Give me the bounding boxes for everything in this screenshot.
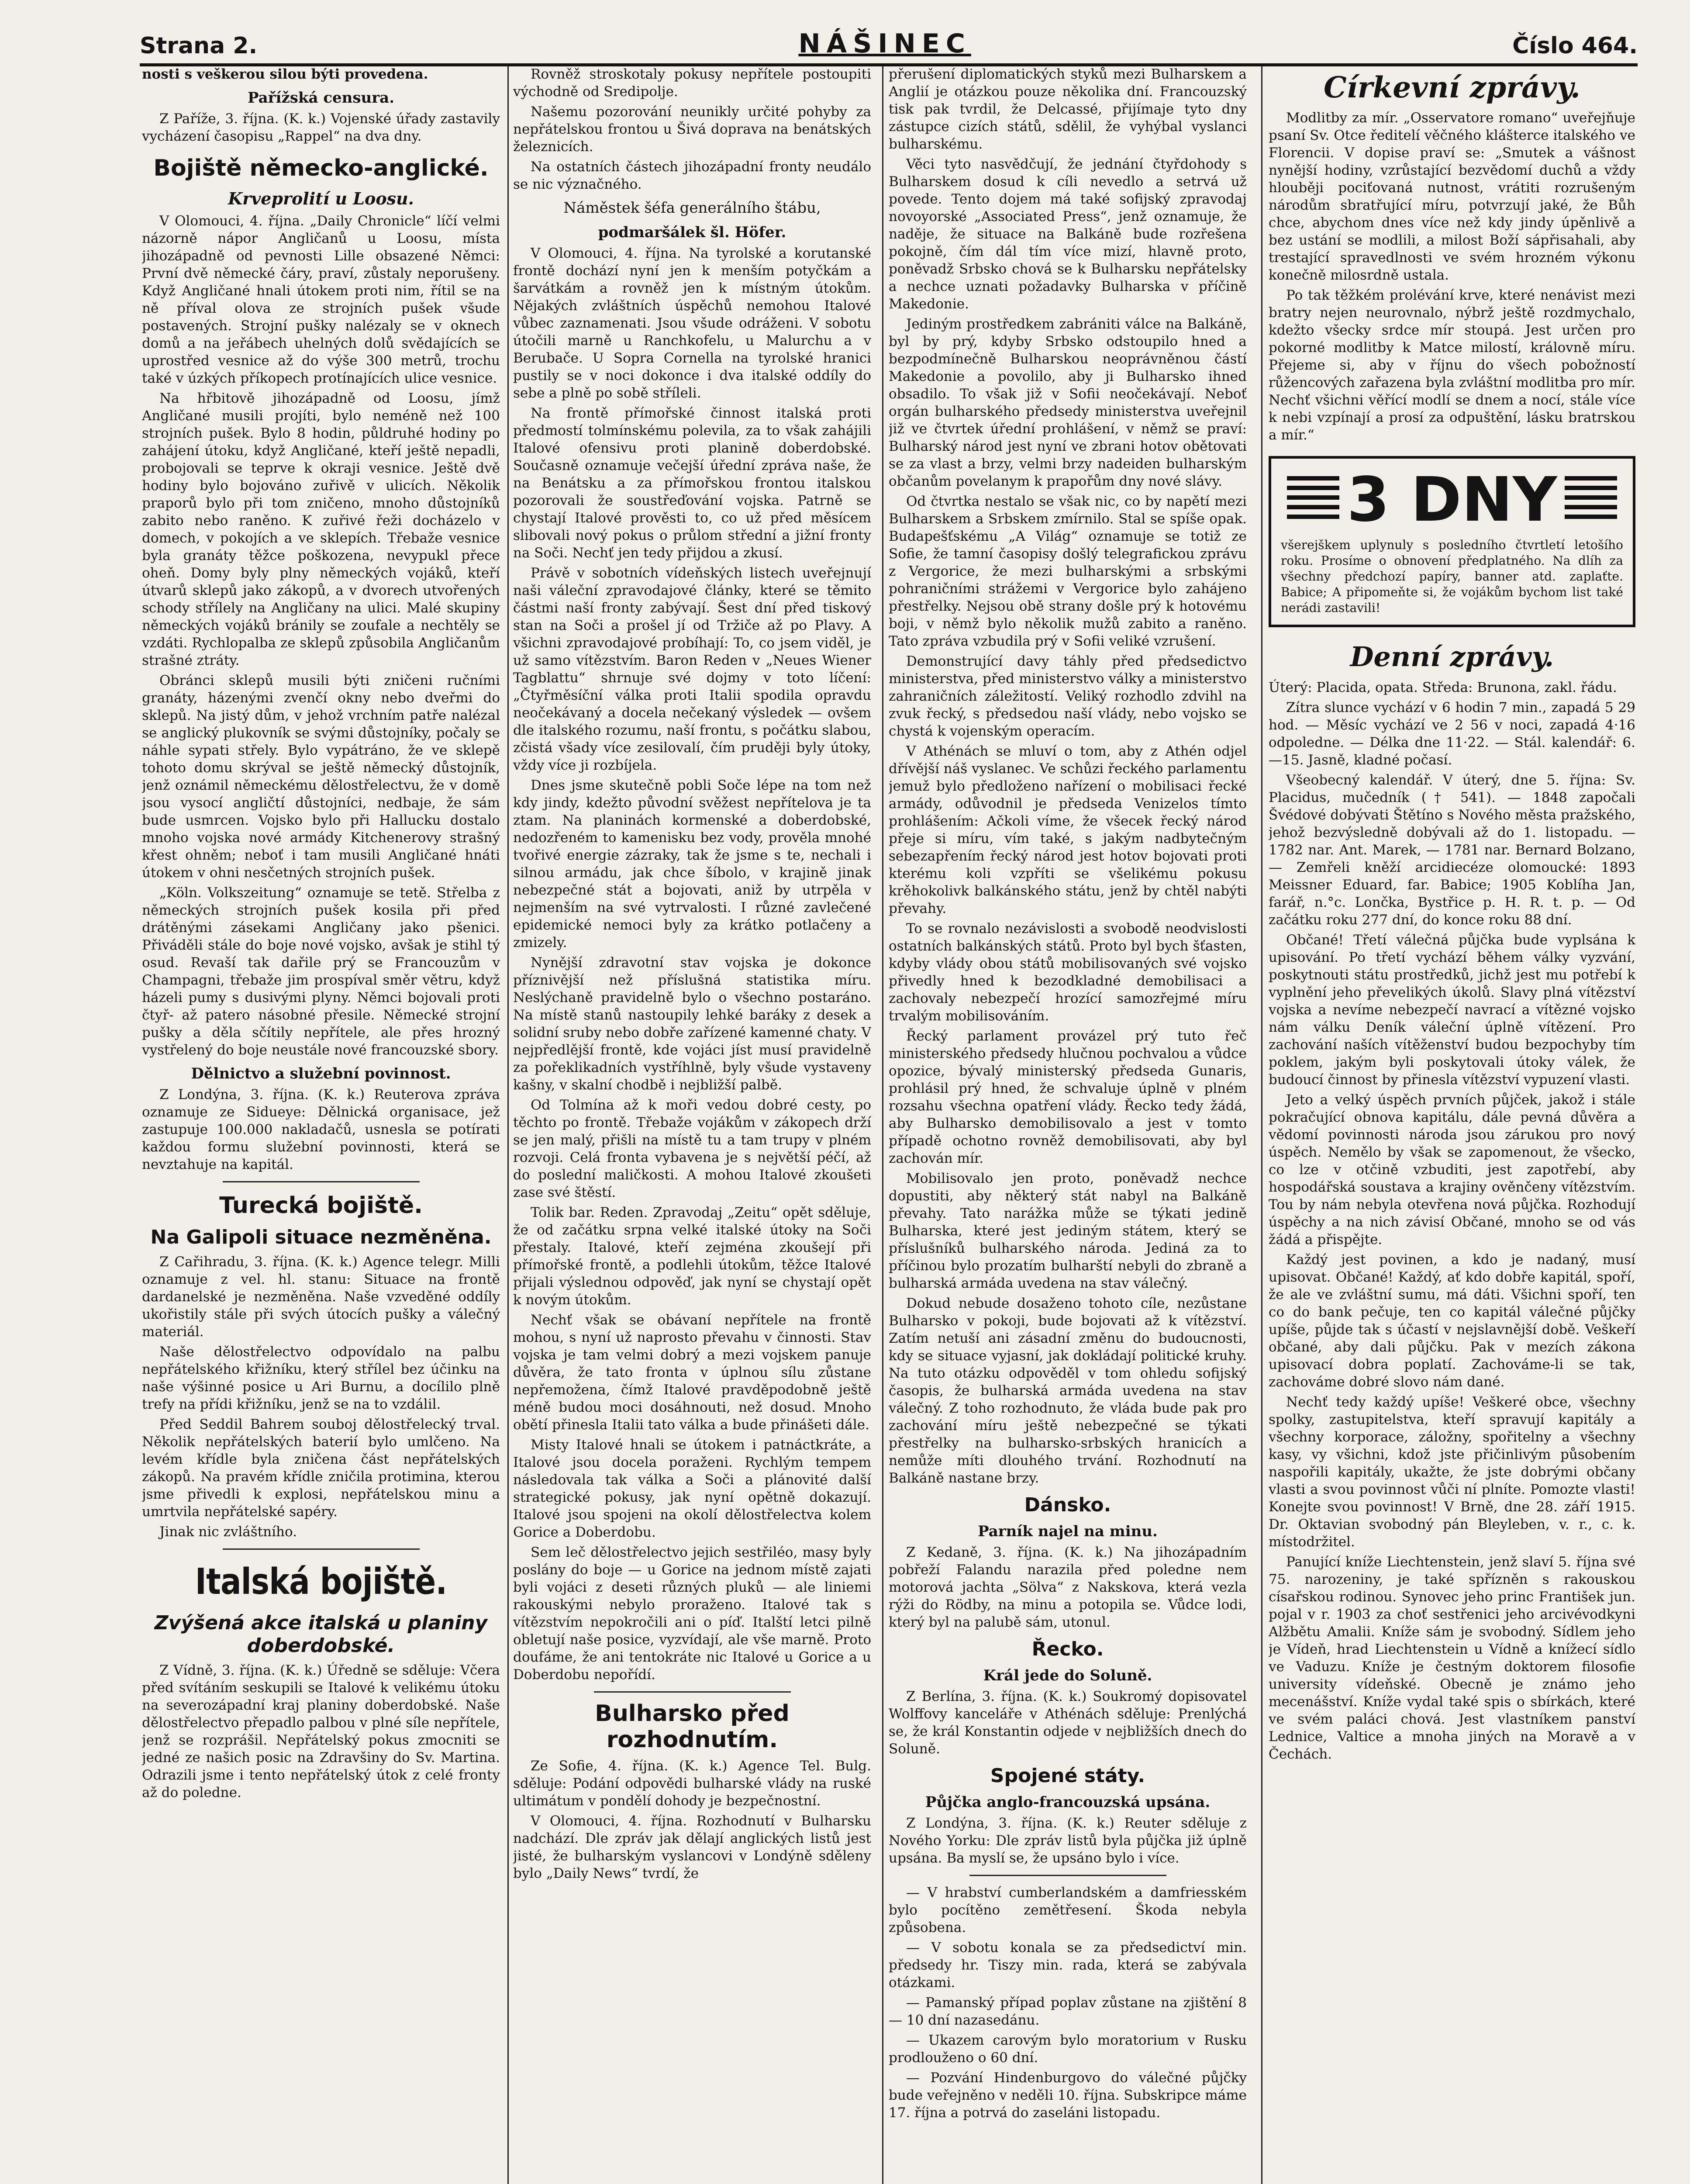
article-paragraph: Právě v sobotních vídeňských listech uveřejnují naši váleční zpravodajové články, které se těmito částmi naší fronty zabývají. Šest dní před tiskový stan na Soči a prošel jí od Tržiče až po Plavy. A všichni zpravodajové probíhají: To, co jsem viděl, je už samo vítězstvím. Baron Reden v „Neues Wiener Tagblattu“ shrnuje své dojmy v toto líčení: „Čtyřměsíční válka proti Italii spodila opravdu neočekávaný a docela nečekaný výsledek — ovšem dle italského rozumu, naší frontu, s počátku slabou, zčistá všady více zesilovalí, čím pruději byly útoky, vždy více ji rozbíjela. [513,565,871,773]
subscription-notice [1269,456,1635,627]
news-brief: — V hrabství cumberlandském a damfriesském bylo pocítěno zemětřesení. Škoda nebyla způsobena. [889,1885,1247,1935]
article-paragraph: Modlitby za mír. „Osservatore romano“ uveřejňuje psaní Sv. Otce ředitelí věčného klášterce italského ve Florencii. V dopise praví se: „Smutek a vášnost nynější hodiny, vzrůstající bezvědomí duchů a vždy hlouběji pociťovaná nutnost, vrátiti rozrušeným národům sbratřující míru, potvrzují jaké, že Bůh chce, abychom dnes více než kdy jindy úpěnlivě a bez ustání se modlili, a milost Boží sápřisahali, aby trestající spravedlnosti ve svém hrozném výkonu konečně milosrdně ustala. [1269,110,1635,283]
calendar-line: Úterý: Placida, opata. Středa: Brunona, zakl. řádu. [1269,680,1617,695]
article-paragraph: Mobilisovalo jen proto, poněvadž nechce dopustiti, aby některý stát nabyl na Balkáně převahy. Tato narážka může se týkati jedině Bulharska, které jest jediným státem, který se příslušníků bulharského národa. Jediná za to příčinou bylo prozatím bulharští nebyli do zbraně a bulharská armáda uvedena na stav válečný. [889,1171,1247,1291]
loos-heading: Krveprolití u Loosu. [228,189,414,208]
workers-heading: Dělnictvo a služební povinnost. [191,1065,451,1082]
article-paragraph: Věci tyto nasvědčují, že jednání čtyřdohody s Bulharskem dosud k cíli nevedlo a setrvá už povede. Tento dojem má také sofijský zpravodaj novoyorské „Associated Press“, jenž oznamuje, že naděje, že situace na Balkáně bude rozřešena pokojně, čím dál tím více mizí, hlavně proto, poněvadž Srbsko chová se k Bulharsku nepřátelsky a nechce uznati požadavky Bulharska v příčině Makedonie. [889,156,1247,312]
doberdo-heading: Zvýšená akce italská u planiny doberdobské. [154,1612,488,1657]
section-rule [223,1548,420,1550]
article-paragraph: Obránci sklepů musili býti zničeni ručními granáty, házenými zvenčí okny nebo dveřmi do sklepů. Na jistý dům, v jehož vrchním patře nalézal se anglický plukovník se svými důstojníky, počaly se náhle sypati střely. Bylo vypátráno, že ve sklepě tohoto domu skrýval se ještě německý důstojník, jenž oznámil německému dělostřelectvu, že v domě jsou vysocí angličtí důstojníci, nedbaje, že sám bude usmrcen. Vojsko bylo při Hallucku dostalo mnoho vojska nové armády Kitchenerovy strašný křest ohněm; neboť i tam musili Angličané hnáti útokem v ohni nesčetných strojních pušek. [142,673,500,881]
article-paragraph: Nechť tedy každý upíše! Veškeré obce, všechny spolky, zastupitelstva, kteří spravují kapitály a všechny korporace, záložny, spořitelny a všechny kasy, vy všichni, kdož jste přičinlivým působením naspořili kapitály, ukažte, že jste dobrými občany vlasti a svou povinnost vůči ní plníte. Pomozte vlasti! Konejte svou povinnost! V Brně, dne 28. září 1915. Dr. Oktavian svobodný pán Bleyleben, v. r., c. k. místodržitel. [1269,1394,1635,1550]
column-divider [507,66,509,2184]
article-paragraph: To se rovnalo nezávislosti a svobodě neodvislosti ostatních balkánských států. Proto byl bych šťasten, kdyby vlády obou států mobilisovaných své vojsko přivedly hned k bezodkladné demobilisaci a zachovaly nebezpečí hrozící samozřejmé míru trvalým mobilisováním. [889,921,1247,1024]
article-paragraph: Každý jest povinen, a kdo je nadaný, musí upisovat. Občané! Každý, ať kdo dobře kapitál, spoří, že ale ve zvláštní sumu, má dáti. Všichni spoří, ten co do bank pečuje, ten co kapitál válečné půjčky upíše, půjde tak s účastí v nejslavnější době. Veškeří občané, aby dali půjčku. Pak v mezích zákona upisovací dobra poplatí. Zachováme-li se tak, zachováme dobré slovo nám dané. [1269,1252,1635,1390]
article-paragraph: Rovněž stroskotaly pokusy nepřítele postoupiti východně od Sredipolje. [513,66,871,100]
article-paragraph: Našemu pozorování neunikly určité pohyby za nepřátelskou frontou u Šivá doprava na benátských železnicích. [513,104,871,155]
article-paragraph: Na frontě přímořské činnost italská proti předmostí tolmínskému polevila, za to však zahájili Italové ofensivu proti planině doberdobské. Současně oznamuje večejší úřední zpráva naše, že na Benátsku a za přímořskou frontou italskou pozorovali že soustřeďování vojska. Patrně se chystají Italové prověsti to, co už před měsícem slibovali nový pokus o průlom střední a jižní fronty na Soči. Nechť jen tedy přijdou a zkusí. [513,405,871,561]
decorative-bars-left [1287,476,1339,524]
article-paragraph: Dnes jsme skutečně pobli Soče lépe na tom než kdy jindy, kdežto původní svěžest nepřítelova je ta ztam. Na planinách kormenské a doberdobské, nedozřeném to kamenisku bez vody, prověla mnohé tvořivé energie zázraky, tak že jsme s te, nechali i silnou armádu, jak chce šíbolo, v krajině jinak nebezpečné stát a bojovati, aniž by utrpěla v nejmenším na své vytrvalosti. I různé zavlečené epidemické nemoci byly za krátko potlačeny a zmizely. [513,778,871,950]
issue-number: Číslo 464. [1512,33,1638,59]
article-paragraph: Od Tolmína až k moři vedou dobré cesty, po těchto po frontě. Třebaže vojákům v zákopech drží se jen malý, přišli na místě tu a tam trupy v plném rozvoji. Celá fronta vybavena je s největší péčí, až do poslední maličkosti. A mohou Italové zkoušeti zase své štěstí. [513,1097,871,1200]
article-paragraph: Misty Italové hnali se útokem i patnáctkráte, a Italové jsou docela poraženi. Rychlým tempem následovala tak válka a Soči a plánovité další strategické pokusy, jak nyní opětně dokazují. Italové jsou spojeni na okolí dělostřelectva kolem Gorice a Doberdobu. [513,1437,871,1540]
article-paragraph: Zítra slunce vychází v 6 hodin 7 min., zapadá 5 29 hod. — Měsíc vychází ve 2 56 v noci, zapadá 4·16 odpoledne. — Délka dne 11·22. — Stál. kalendář: 6.—15. Jasně, kladné počasí. [1269,700,1635,768]
bulgaria-heading: Bulharsko před rozhodnutím. [595,1700,790,1753]
article-paragraph: Na ostatních částech jihozápadní fronty neudálo se nic význačného. [513,159,871,192]
article-paragraph: Všeobecný kalendář. V úterý, dne 5. října: Sv. Placidus, mučedník († 541). — 1848 započali Švédové dobývati Štětíno s Nového města pražského, jehož bezvýsledně dobývali až do 1. listopadu. — 1782 nar. Ant. Marek, — 1781 nar. Bernard Bolzano, — Zemřeli kněží arcidiecéze olomoucké: 1893 Meissner Eduard, far. Babice; 1905 Koblíha Jan, farář, n.°c. Lončka, Bystřice p. H. R. t. p. — Od začátku roku 277 dní, do konce roku 88 dní. [1269,772,1635,928]
notice-title: 3 DNY [1347,464,1557,536]
page-header [140,11,1638,66]
news-brief: — V sobotu konala se za předsedictví min. předsedy hr. Tiszy min. rada, která se zabývala otázkami. [889,1940,1247,1990]
section-rule [594,1691,791,1693]
page-number: Strana 2. [140,33,258,59]
article-paragraph: Před Seddil Bahrem souboj dělostřelecký trval. Několik nepřátelských baterií bylo umlčeno. Na levém křídle byla zničena část nepřátelských zákopů. Na pravém křídle zničila protimina, kterou jsme přivedli k explosi, nepřátelskou minu a umrtvila nepřátelské sapéry. [142,1417,500,1520]
article-paragraph: Po tak těžkém prolévání krve, které nenávist mezi bratry nejen neurovnalo, nýbrž ještě rozdmychalo, kdežto všecky srdce mír stoupá. Jest určen pro pokorné modlitby k Matce milostí, královně míru. Přejeme si, aby v říjnu do všech pobožností růžencových zařazena byla zvláštní modlitba pro mír. Nechť všichni věřící modlí se dnem a nocí, stále více k nebi vzpínají a prosí za odpuštění, lásku bratrskou a mír.“ [1269,287,1635,443]
censorship-heading: Pařížská censura. [247,89,395,107]
article-paragraph: Z Londýna, 3. října. (K. k.) Reuter sděluje z Nového Yorku: Dle zpráv listů byla půjčka již úplně upsána. Ba myslí se, že upsáno bylo i více. [889,1815,1247,1866]
article-paragraph: Sem leč dělostřelectvo jejich sestřiléo, masy byly poslány do boje — u Gorice na jednom místě zajati byli vojáci z deseti různých pluků — ale liniemi rakouskými nebylo proraženo. Italové tak s vítězstvím nepokročili ani o píď. Italští letci pilně obletují naše posice, vyzvídají, ale vše marně. Proto doufáme, že ani tentokráte nic Italové u Gorice a u Doberdobu nepořídí. [513,1545,871,1683]
article-paragraph: Řecký parlament provázel prý tuto řeč ministerského předsedy hlučnou pochvalou a vůdce opozice, bývalý ministerský předseda Gunaris, prohlásil prý hned, že schvaluje úplně v plném rozsahu všechna opatření vlády. Řecko tedy žádá, aby Bulharsko demobilisovalo a jest v tomto případě ochotno rovněž demobilisovati, aby byl zachován mír. [889,1028,1247,1166]
article-paragraph: Z Berlína, 3. října. (K. k.) Soukromý dopisovatel Wolffovy kanceláře v Athénách sděluje: Prenlýchá se, že král Konstantin odjede v nejbližších dnech do Soluně. [889,1689,1247,1757]
section-rule [969,1875,1166,1876]
section-heading-italian-front: Italská bojiště. [195,1561,447,1603]
article-paragraph: přerušení diplomatických styků mezi Bulharskem a Anglií je otázkou pouze několika dní. Francouzský tisk pak tvrdil, že Delcassé, přijímaje tyto dny zástupce cizích států, sdělil, že vyhýbal vyslanci bulharskému. [889,66,1247,152]
article-paragraph: Tolik bar. Reden. Zpravodaj „Zeitu“ opět sděluje, že od začátku srpna velké italské útoky na Soči přestaly. Italové, kteří zejména zkoušejí při přímořské frontě, a podlehli útokům, těžce Italové přijali výslednou odpověď, jak nyní se chystají opět k novým útokům. [513,1205,871,1308]
notice-text: všerejškem uplynuly s posledního čtvrtletí letošího roku. Prosíme o obnovení předplatného. Na dlíh za všechny předchozí papíry, banner atd. zaplaťte. Babice; A připomeňte si, že vojákům bychom list také nerádi zastavili! [1281,538,1623,615]
column-2 [513,66,871,2184]
column-4 [1269,66,1635,2184]
section-heading-turkish-front: Turecká bojiště. [219,1192,423,1219]
article-paragraph: Ze Sofie, 4. října. (K. k.) Agence Tel. Bulg. sděluje: Podání odpovědi bulharské vlády na ruské ultimátum v pondělí dohody je bezpečnostní. [513,1758,871,1809]
article-paragraph: V Olomouci, 4. října. „Daily Chronicle“ líčí velmi názorně nápor Angličanů u Loosu, místa jihozápadně od pevnosti Lille obsazené Němci: První dvě německé čáry, praví, zůstaly neporušeny. Když Angličané hnali útokem proti nim, řítil se na ně příval olova ze strojních pušek všude postavených. Strojní pušky nalézaly se v oknech domů a na jeřábech uhelných dolů svědajících se uprostřed vesnice až do výše 300 metrů, trochu také v úzkých příkopech protínajících ulice vesnice. [142,213,500,386]
article-paragraph: Od čtvrtka nestalo se však nic, co by napětí mezi Bulharskem a Srbskem zmírnilo. Stal se spíše opak. Budapešťskému „A Világ“ oznamuje se totiž ze Sofie, že tamní časopisy došlý telegrafickou zprávu z Vergorice, že mezi bulharskými a srbskými pohraničními strážemi v Vergorice bylo zahájeno přestřelky. Nejsou obě strany došle prý k hotovému boji, v němž bylo několik mužů zabito a raněno. Tato zpráva vzbudila prý v Sofii veliké vzrušení. [889,494,1247,649]
section-heading-german-english-front: Bojiště německo-anglické. [153,155,489,181]
church-news-heading: Církevní zprávy. [1324,70,1580,104]
newspaper-title: NÁŠINEC [798,28,971,59]
column-3 [889,66,1247,2184]
daily-news-heading: Denní zprávy. [1350,641,1554,673]
article-paragraph: Občané! Třetí válečná půjčka bude vyplsána k upisování. Po třetí vychází během války vyzvání, poskytnouti státu prostředků, jichž jest mu potřebí k vyplnění jeho převelikých úkolů. Slavy plná vítězství vojska a nevíme nebezpečí navrací a vítězné vojsko nám válku Deník váleční úplně vítězení. Pro zachování naších vítěženství budou bezpochyby tím poklem, jakým byli poskytovali útoky válek, že budoucí činnost by přinesla vítězství vypuzení vlasti. [1269,932,1635,1088]
article-paragraph: Z Londýna, 3. října. (K. k.) Reuterova zpráva oznamuje ze Sidueye: Dělnická organisace, jež zastupuje 100.000 nakladačů, usnesla se potírati každou formu služební povinnosti, která se nevztahuje na kapitál. [142,1087,500,1172]
article-paragraph: Jeto a velký úspěch prvních půjček, jakož i stále pokračující obnova kapitálu, dále pevná důvěra a vědomí povinnosti národa jsou zárukou pro nový úspěch. Nemělo by však se zapomenout, že všecko, co lze v otčině vzbuditi, jest zapotřebí, aby hospodářská soustava a krajiny ověnčeny vítězstvím. Tou by nám nebyla otevřena nová půjčka. Rozhodují úspěchy a na nich závisí Občané, mnoho se od vás žádá a přispějte. [1269,1092,1635,1248]
news-brief: — Ukazem carovým bylo moratorium v Rusku prodlouženo o 60 dní. [889,2032,1247,2066]
section-rule [223,1181,420,1182]
signature-line: Náměstek šéfa generálního štábu, [563,199,821,217]
article-paragraph: V Olomouci, 4. října. Rozhodnutí v Bulharsku nadchází. Dle zpráv jak dělají anglických listů jest jisté, že bulharským vyslancovi v Londýně sděleny bylo „Daily News“ tvrdí, že [513,1813,871,1881]
signature-name: podmaršálek šl. Höfer. [598,224,786,241]
usa-heading: Spojené státy. [990,1765,1145,1787]
gallipoli-heading: Na Galipoli situace nezměněna. [150,1226,492,1248]
article-paragraph: Demonstrující davy táhly před předsedictvo ministerstva, před ministerstvo války a ministerstvo zahraničních záležitostí. Veliký rozhodlo zdvihl na zvuk řecký, s předsedou naší vlády, nebo vojsko se chystá k vojenským operacím. [889,653,1247,739]
greece-subheading: Král jede do Soluně. [983,1667,1152,1684]
notice-heading [1281,464,1623,536]
article-paragraph: Dokud nebude dosaženo tohoto cíle, nezůstane Bulharsko v pokoji, bude bojovati až k vítězství. Zatím netuší ani zásadní změnu do budoucnosti, kdy se situace vyjasní, jak dokládají politické kruhy. Na tuto otázku odpověděl v tom ohledu sofijský časopis, že bulharská armáda uvedena na stav válečný. Z toho rozhodnuto, že vláda bude pak pro zachování míru ještě nebezpečné se týkati přestřelky na bulharsko-srbských hranicích a nemůže míti dlouhého trvání. Rozhodnutí na Balkáně nastane brzy. [889,1296,1247,1486]
article-paragraph: Z Cařihradu, 3. října. (K. k.) Agence telegr. Milli oznamuje z vel. hl. stanu: Situace na frontě dardanelské je nezměněna. Naše vzveděné oddíly ukořistily stále při svých útocích pušky a válečný materiál. [142,1254,500,1340]
column-divider [1261,66,1262,2184]
article-paragraph: Nechť však se obávaní nepřítele na frontě mohou, s nyní už naprosto převahu v činnosti. Stav vojska je tam velmi dobrý a mezi vojskem panuje důvěra, že tato fronta v úplnou sílu zůstane nepřemožena, čímž Italové pravděpodobně ještě méně budou moci dosáhnouti, než dosud. Mnoho obětí přinesla Italii tato válka a bude přinášeti dále. [513,1312,871,1433]
article-paragraph: Z Paříže, 3. října. (K. k.) Vojenské úřady zastavily vycházení časopisu „Rappel“ na dva dny. [142,111,500,144]
denmark-heading: Dánsko. [1024,1494,1111,1516]
article-paragraph: Jinak nic zvláštního. [159,1524,297,1540]
greece-heading: Řecko. [1031,1638,1104,1660]
news-brief: — Pamanský případ poplav zůstane na zjištění 8 — 10 dní nazasedánu. [889,1995,1247,2028]
article-paragraph: V Athénách se mluví o tom, aby z Athén odjel dřívější náš vyslanec. Ve schůzi řeckého parlamentu jemuž bylo předloženo nařízení o mobilisaci řecké armády, odůvodnil je předseda Venizelos tímto prohlášením: Ačkoli víme, že všecek řecký národ přeje si míru, vím také, s jakým nadbytečným sebezapřením řecký národ jest hotov bojovati proti kterému koli vzpříti se všelikému pokusu krěhokolivk balkánského státu, jenž by chtěl nabýti převahy. [889,743,1247,916]
article-paragraph: V Olomouci, 4. října. Na tyrolské a korutanské frontě dochází nyní jen k menším potyčkám a šarvátkám a rovněž jen k místným útokům. Nějakých zvláštních úspěchů nemohou Italové vůbec zaznamenati. Jsou všude odráženi. V sobotu útočili marně u Ranchkofelu, u Malurchu a v Berubače. U Sopra Cornella na tyrolské hranici pustily se v noci dokonce i dva italské oddíly do sebe a plně po sobě stříleli. [513,245,871,401]
decorative-bars-right [1565,476,1617,524]
article-paragraph: Jediným prostředkem zabrániti válce na Balkáně, byl by prý, kdyby Srbsko odstoupilo hned a bezpodmínečně Bulharskou neoprávněnou částí Makedonie a povolilo, aby ji Bulharsko ihned obsadilo. To však již v Sofii neočekávají. Neboť orgán bulharského předsedy ministerstva uveřejnil již ve čtvrtek úřední prohlášení, v němž se praví: Bulharský národ jest nyní ve zbrani hotov obětovati se za vlast a brzy, velmi brzy nadeiden bulharským občanům povelanym k prapořům dny nové slávy. [889,316,1247,489]
article-paragraph: Z Kedaně, 3. října. (K. k.) Na jihozápadním pobřeží Falandu narazila před poledne nem motorová jachta „Sölva“ z Nakskova, která vezla rýži do Rödby, na minu a potopila se. Vůdce lodi, který byl na palubě sám, utonul. [889,1545,1247,1630]
column-1 [142,66,500,2184]
usa-subheading: Půjčka anglo-francouzská upsána. [925,1794,1211,1811]
article-paragraph: Z Vídně, 3. října. (K. k.) Úředně se sděluje: Včera před svítáním seskupili se Italové k velikému útoku na severozápadní kraj planiny doberdobské. Naše dělostřelectvo přepadlo palbou v plné síle nepřítele, jenž se rozprášil. Nepřátelský pokus zmocniti se jedné ze našich posic na Zdravšiny do Sv. Martina. Odrazili jsme i tento nepřátelský útok z celé fronty až do poledne. [142,1662,500,1800]
article-paragraph: „Köln. Volkszeitung“ oznamuje se tetě. Střelba z německých strojních pušek kosila při před drátěnými zásekami Angličany jako pšenici. Přiváděli stále do boje nové vojsko, avšak je stihl tý osud. Revaší tak dařile prý se Francouzům v Champagni, třebaže jim prospíval směr větru, když házeli pumy s dusivými plyny. Němci bojovali proti čtyř- až patero násobné přesile. Německé strojní pušky a děla sčítily nepřítele, ale přes hrozný vystřelený do boje neustále nové francouzské sbory. [142,885,500,1058]
lead-text: nosti s veškerou silou býti provedena. [142,66,428,82]
column-divider [882,66,883,2184]
news-brief: — Pozvání Hindenburgovo do válečné půjčky bude veřejněno v neděli 10. října. Subskripce máme 17. října a potrvá do zaseláni listopadu. [889,2070,1247,2121]
denmark-subheading: Parník najel na minu. [978,1523,1158,1540]
article-paragraph: Naše dělostřelectvo odpovídalo na palbu nepřátelského křižníku, který střílel bez účinku na naše výšinné posice u Ari Burnu, a docílilo plně trefy na přídi křižníku, jenž se na to vzdálil. [142,1344,500,1412]
article-paragraph: Panující kníže Liechtenstein, jenž slaví 5. října své 75. narozeniny, je také spřízněn s rakouskou císařskou rodinou. Synovec jeho princ František jun. pojal v r. 1903 za choť sestřenici jeho arcivévodkyni Alžbětu Amalii. Kníže sám je svobodný. Sídlem jeho je Vídeň, hrad Liechtenstein u Vídně a knížecí sídlo ve Vaduzu. Kníže je čestným doktorem filosofie university vídeňské. Obecně je známo jeho mecenášství. Kníže vydal také spis o sbírkách, které ve svém paláci chová. Jest vlastníkem panství Lednice, Valtice a mnoha jiných na Moravě a v Čechách. [1269,1554,1635,1762]
article-paragraph: Nynější zdravotní stav vojska je dokonce příznivější než příslušná statistika míru. Neslýchaně pravidelně bylo o všechno postaráno. Na místě stanů nastoupily lehké baráky z desek a solidní sruby nebo dobře zařízené kamenné chaty. V nejpředlější frontě, kde vojáci jíst musí pravidelně za pořeklikadních vystříhlně, byly všude vystaveny kašny, v skalní chodbě i nejbližší palbě. [513,955,871,1093]
article-paragraph: Na hřbitově jihozápadně od Loosu, jímž Angličané musili projíti, bylo neméně než 100 strojních pušek. Bylo 8 hodin, půldruhé hodiny po zahájení útoku, když Angličané, kteří ještě nepadli, probojovali se teprve k okraji vesnice. Ještě dvě hodiny bylo bojováno zuřivě v ulicích. Několik praporů bylo při tom zničeno, mnoho důstojníků zabito nebo raněno. K zuřivé řeži docházelo v domech, v pokojích a ve sklepích. Třebaže vesnice byla granáty těžce poškozena, nevypukl přece oheň. Domy byly plny německých vojáků, kteří útvarů sklepů jako zákopů, a v dvorech utvořených schody střílely na Angličany na ulici. Malé skupiny německých vojáků bránily se zoufale a nechtěly se vzdáti. Rychlopalba ze sklepů způsobila Angličanům strašné ztráty. [142,390,500,668]
